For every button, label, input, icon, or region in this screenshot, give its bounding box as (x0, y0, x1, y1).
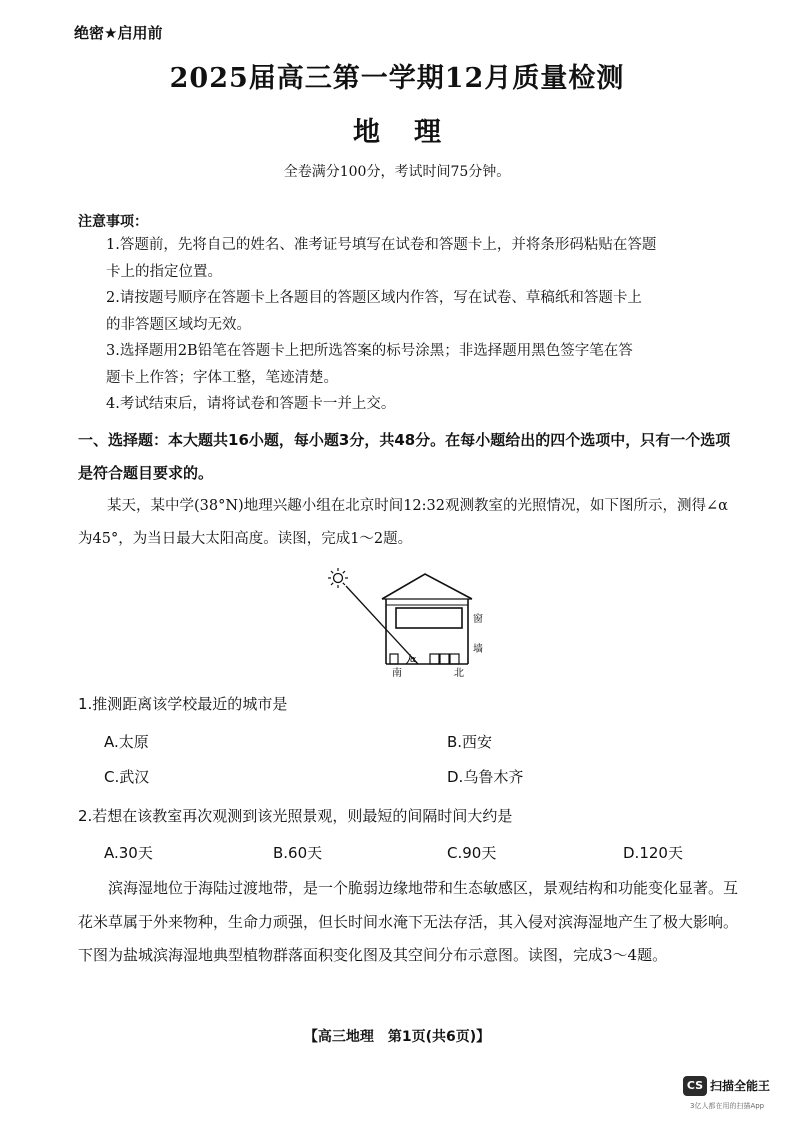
notes-heading: 注意事项： (78, 214, 148, 230)
note-item-1: 1.答题前，先将自己的姓名、准考证号填写在试卷和答题卡上，并将条形码粘贴在答题 (106, 237, 657, 253)
note-item-4: 4.考试结束后，请将试卷和答题卡一并上交。 (106, 396, 396, 412)
question-2-option-a: A.30天 (104, 844, 153, 862)
question-1-option-a: A.太原 (104, 733, 149, 751)
question-1-option-d: D.乌鲁木齐 (447, 768, 524, 786)
note-item-3: 3.选择题用2B铅笔在答题卡上把所选答案的标号涂黑；非选择题用黑色签字笔在答 (106, 343, 633, 359)
roof-outline (382, 574, 472, 599)
note-item-1-cont: 卡上的指定位置。 (106, 263, 222, 280)
question-1-stem: 1.推测距离该学校最近的城市是 (78, 695, 288, 713)
question-2-stem: 2.若想在该教室再次观测到该光照景观，则最短的间隔时间大约是 (78, 807, 513, 825)
page-footer: 【高三地理 第1页(共6页)】 (303, 1029, 491, 1045)
question-2-option-b: B.60天 (273, 844, 323, 862)
subject-title: 地理 (353, 117, 475, 148)
window-frame (396, 608, 462, 628)
section-heading: 一、选择题：本大题共16小题，每小题3分，共48分。在每小题给出的四个选项中，只有一个选项是符合题目要求的。 (78, 431, 731, 482)
confidential-label: 绝密★启用前 (74, 24, 163, 42)
south-label: 南 (392, 668, 402, 679)
passage-paragraph: 滨海湿地位于海陆过渡地带，是一个脆弱边缘地带和生态敏感区，景观结构和功能变化显著。互花米草属于外来物种，生命力顽强，但长时间水淹下无法存活，其入侵对滨海湿地产生了极大影响。下图为盐城滨海湿地典型植物群落面积变化图及其空间分布示意图。读图，完成3～4题。 (78, 879, 739, 964)
note-item-2-cont: 的非答题区域均无效。 (106, 316, 251, 333)
question-1-option-c: C.武汉 (104, 768, 150, 786)
sun-ray (346, 586, 418, 664)
alpha-label: α (410, 655, 416, 665)
sun-icon (328, 568, 348, 588)
watermark-slogan: 3亿人都在用的扫描App (690, 1102, 765, 1110)
question-2-option-c: C.90天 (447, 844, 497, 862)
exam-title: 2025届高三第一学期12月质量检测 (169, 63, 625, 94)
wall-label: 墙 (473, 644, 483, 655)
north-label: 北 (454, 668, 464, 679)
score-line: 全卷满分100分，考试时间75分钟。 (283, 164, 511, 180)
watermark-name: 扫描全能王 (710, 1079, 771, 1093)
note-item-3-cont: 题卡上作答；字体工整，笔迹清楚。 (106, 369, 338, 386)
note-item-2: 2.请按题号顺序在答题卡上各题目的答题区域内作答，写在试卷、草稿纸和答题卡上 (106, 290, 642, 306)
question-1-option-b: B.西安 (447, 733, 493, 751)
camscanner-logo-icon: CS (683, 1076, 707, 1096)
question-2-option-d: D.120天 (623, 844, 683, 862)
notes-list (106, 232, 728, 418)
intro-paragraph: 某天，某中学(38°N)地理兴趣小组在北京时间12:32观测教室的光照情况，如下图所示，测得∠α为45°，为当日最大太阳高度。读图，完成1～2题。 (78, 498, 728, 547)
classroom-figure (326, 566, 486, 680)
window-label: 窗 (473, 614, 483, 625)
